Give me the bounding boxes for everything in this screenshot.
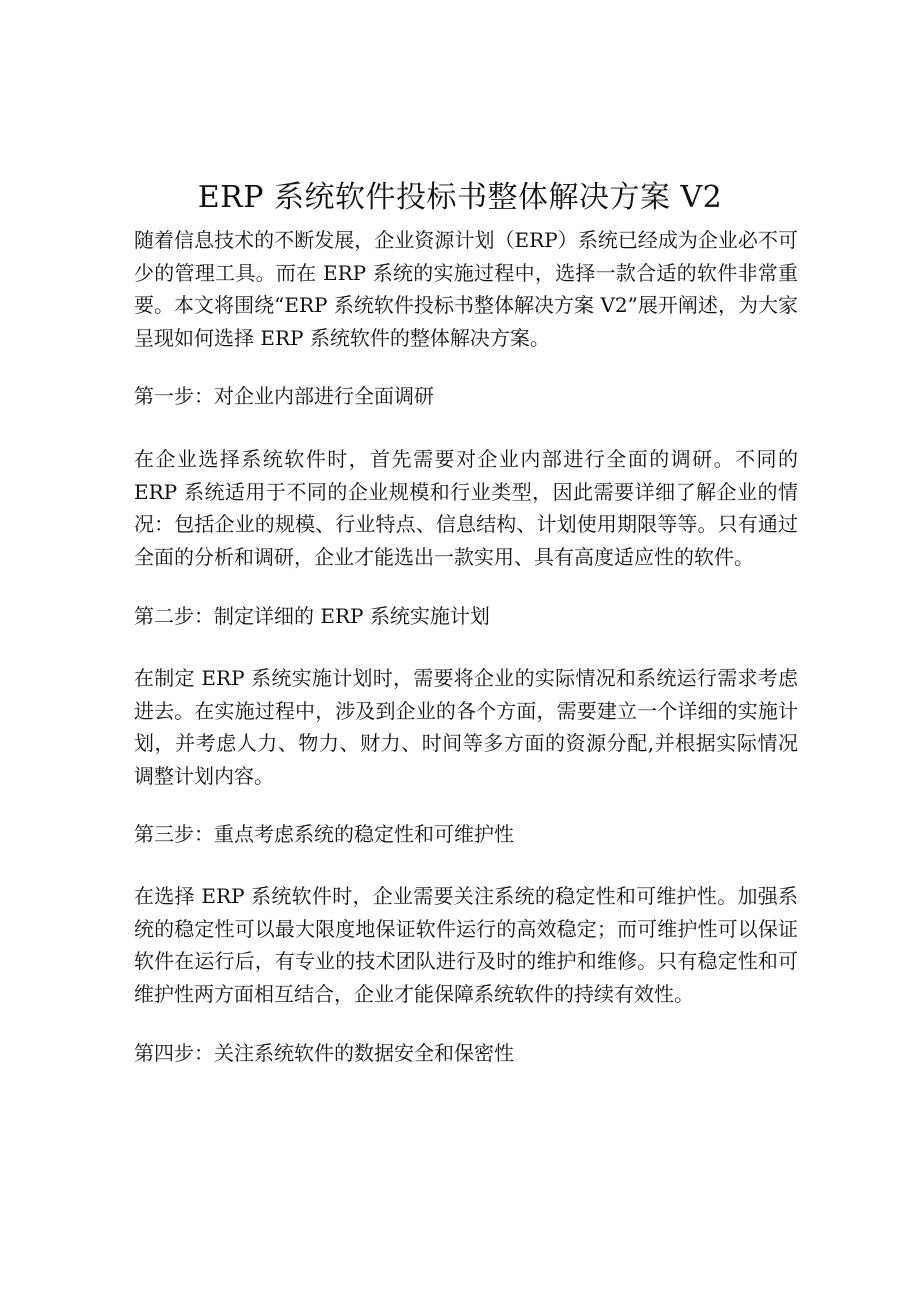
- intro-paragraph: 随着信息技术的不断发展，企业资源计划（ERP）系统已经成为企业必不可少的管理工具。而在 ERP 系统的实施过程中，选择一款合适的软件非常重要。本文将围绕“ERP 系统软件投标书整体解决方案 V2”展开阐述，为大家呈现如何选择 ERP 系统软件的整体解决方案。: [134, 228, 798, 350]
- document-title: ERP 系统软件投标书整体解决方案 V2: [197, 180, 723, 215]
- section-body-2: 在制定 ERP 系统实施计划时，需要将企业的实际情况和系统运行需求考虑进去。在实施过程中，涉及到企业的各个方面，需要建立一个详细的实施计划，并考虑人力、物力、财力、时间等多方面的资源分配,并根据实际情况调整计划内容。: [134, 666, 798, 788]
- section-heading-1: 第一步：对企业内部进行全面调研: [134, 384, 434, 408]
- section-body-1: 在企业选择系统软件时，首先需要对企业内部进行全面的调研。不同的 ERP 系统适用于不同的企业规模和行业类型，因此需要详细了解企业的情况：包括企业的规模、行业特点、信息结构、计划使用期限等等。只有通过全面的分析和调研，企业才能选出一款实用、具有高度适应性的软件。: [134, 447, 798, 569]
- section-heading-3: 第三步：重点考虑系统的稳定性和可维护性: [134, 822, 514, 846]
- section-body-3: 在选择 ERP 系统软件时，企业需要关注系统的稳定性和可维护性。加强系统的稳定性可以最大限度地保证软件运行的高效稳定；而可维护性可以保证软件在运行后，有专业的技术团队进行及时的维护和维修。只有稳定性和可维护性两方面相互结合，企业才能保障系统软件的持续有效性。: [134, 884, 798, 1006]
- section-heading-2: 第二步：制定详细的 ERP 系统实施计划: [134, 604, 490, 628]
- section-heading-4: 第四步：关注系统软件的数据安全和保密性: [134, 1041, 514, 1065]
